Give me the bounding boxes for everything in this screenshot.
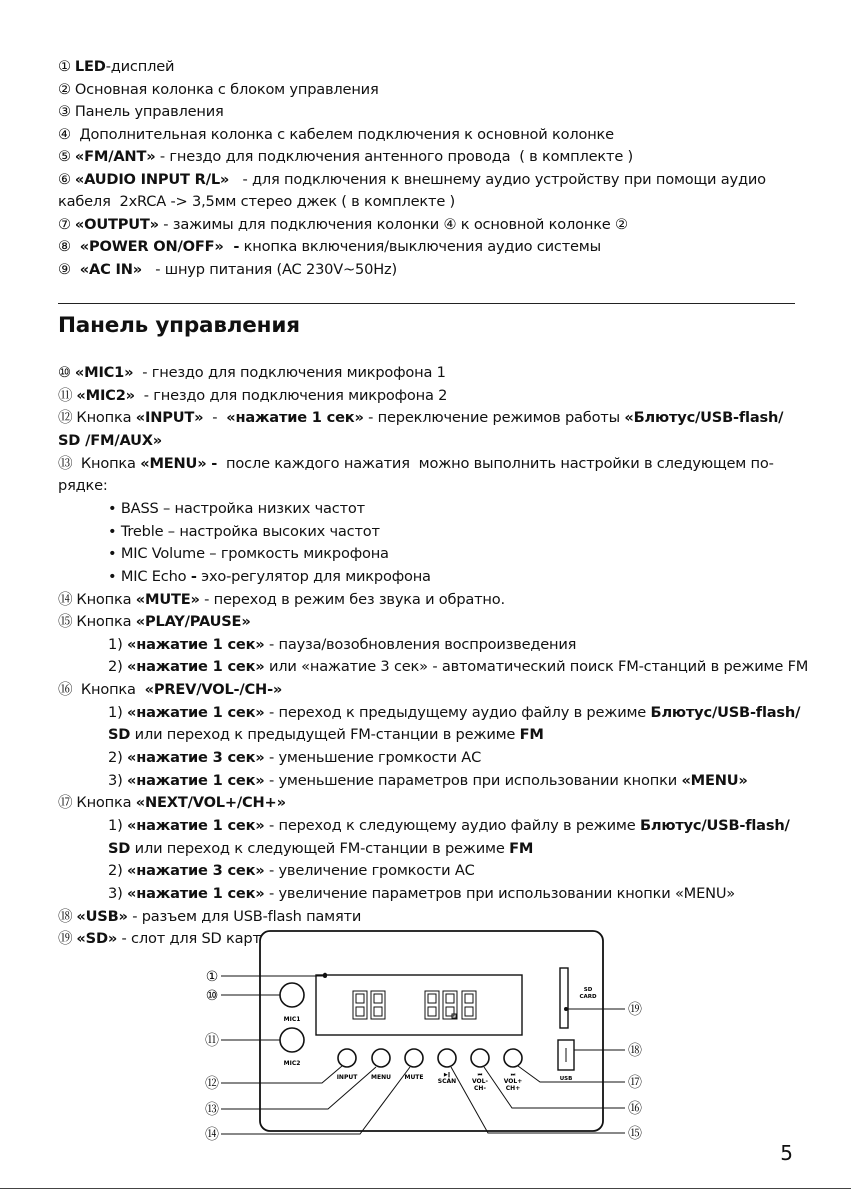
- callout-18: ⑱: [628, 1043, 642, 1059]
- item-number: ⑪: [58, 386, 73, 404]
- mic1-label: MIC1: [283, 1016, 301, 1023]
- callout-16: ⑯: [628, 1101, 642, 1117]
- text-span: кабеля 2xRCA -> 3,5мм стерео джек ( в комплекте ): [58, 193, 456, 210]
- text-line: [58, 475, 108, 497]
- callout-11: ⑪: [205, 1033, 219, 1049]
- bold-text: «AUDIO INPUT R/L»: [74, 170, 230, 188]
- item-number: ⑤: [58, 148, 71, 165]
- text-span: Кнопка: [76, 590, 136, 608]
- text-span: Дополнительная колонка с кабелем подключения к основной колонке: [74, 125, 614, 143]
- text-span: - гнездо для подключения антенного провода ( в комплекте ): [155, 148, 634, 165]
- bold-text: «POWER ON/OFF» -: [74, 238, 240, 255]
- text-line: [58, 259, 397, 281]
- text-line: [108, 770, 748, 792]
- scan-label: SCAN: [437, 1078, 457, 1085]
- bold-text: «MIC1»: [74, 364, 134, 381]
- text-span: - гнездо для подключения микрофона 2: [134, 386, 448, 404]
- text-span: - шнур питания (AC 230V~50Hz): [141, 260, 397, 278]
- bold-text: «INPUT»: [135, 409, 204, 427]
- text-line: [108, 702, 800, 724]
- bold-text: SD /FM/AUX»: [58, 431, 163, 449]
- callout-19: ⑲: [628, 1002, 642, 1018]
- bold-text: «нажатие 1 сек»: [127, 817, 265, 834]
- text-line: [58, 191, 455, 213]
- text-line: [108, 883, 735, 905]
- text-line: [58, 589, 505, 611]
- text-span: кнопка включения/выключения аудио системы: [239, 238, 601, 255]
- text-span: 1): [108, 635, 128, 653]
- card-label: CARD: [579, 994, 597, 1000]
- item-number: ⑥: [58, 170, 71, 188]
- bold-text: «нажатие 1 сек»: [226, 409, 364, 427]
- text-span: 3): [108, 884, 128, 902]
- item-number: ⑧: [58, 238, 71, 255]
- mic1-jack: [280, 983, 304, 1007]
- text-span: Кнопка: [76, 409, 136, 427]
- mute-label: MUTE: [404, 1074, 424, 1081]
- text-span: - зажимы для подключения колонки ④ к основной колонке ②: [158, 215, 628, 233]
- text-span: -: [203, 409, 227, 427]
- next-button: [504, 1049, 522, 1067]
- bold-text: «нажатие 1 сек»: [127, 771, 265, 789]
- bold-text: «нажатие 1 сек»: [127, 658, 265, 676]
- text-span: после каждого нажатия можно выполнить настройки в следующем по-: [217, 454, 774, 472]
- text-span: - гнездо для подключения микрофона 1: [133, 364, 446, 381]
- callout-14: ⑭: [205, 1127, 219, 1143]
- text-span: Кнопка: [76, 613, 136, 631]
- text-line: [108, 521, 380, 543]
- vol-minus-label: VOL-: [472, 1078, 488, 1085]
- text-line: [58, 611, 251, 633]
- bold-text: FM: [519, 726, 544, 744]
- bold-text: «Блютус/USB-flash/: [624, 409, 784, 427]
- callout-10: ⑩: [205, 988, 219, 1004]
- bold-text: «SD»: [76, 930, 118, 948]
- text-line: [58, 385, 447, 407]
- bold-text: FM: [509, 839, 534, 857]
- ch-plus-label: CH+: [505, 1085, 521, 1092]
- text-span: рядке:: [58, 477, 108, 495]
- item-number: ⑯: [58, 681, 73, 699]
- text-line: [108, 838, 533, 860]
- text-span: или переход к следующей FM-станции в режиме: [130, 839, 510, 857]
- prev-button: [471, 1049, 489, 1067]
- text-span: • BASS – настройка низких частот: [108, 499, 365, 517]
- bold-text: «нажатие 1 сек»: [127, 635, 265, 653]
- text-line: [58, 792, 286, 814]
- text-span: Кнопка: [76, 454, 141, 472]
- bold-text: SD: [108, 839, 131, 857]
- bold-text: «OUTPUT»: [74, 215, 159, 233]
- callout-1: ①: [205, 969, 219, 985]
- bold-text: «MENU» -: [140, 454, 218, 472]
- item-number: ⑱: [58, 907, 73, 925]
- text-line: [58, 101, 224, 123]
- bold-text: «PREV/VOL-/CH-»: [144, 681, 283, 699]
- mic2-label: MIC2: [283, 1060, 301, 1067]
- item-number: ④: [58, 125, 71, 143]
- sd-slot: [560, 968, 568, 1028]
- text-line: [108, 656, 808, 678]
- text-span: - переход в режим без звука и обратно.: [199, 590, 505, 608]
- vol-plus-label: VOL+: [503, 1078, 523, 1085]
- mute-button: [405, 1049, 423, 1067]
- bold-text: «нажатие 1 сек»: [127, 884, 265, 902]
- item-number: ⑮: [58, 613, 73, 631]
- bold-text: «PLAY/PAUSE»: [135, 613, 251, 631]
- mic2-jack: [280, 1028, 304, 1052]
- item-number: ⑫: [58, 409, 73, 427]
- item-number: ⑨: [58, 260, 71, 278]
- bold-text: Блютус/USB-flash/: [650, 703, 801, 721]
- item-number: ⑬: [58, 454, 73, 472]
- bold-text: «AC IN»: [74, 260, 142, 278]
- item-number: ⑲: [58, 930, 73, 948]
- item-number: ⑭: [58, 590, 73, 608]
- text-line: [58, 146, 633, 168]
- text-span: • Treble – настройка высоких частот: [108, 522, 380, 540]
- text-line: [58, 124, 614, 146]
- bold-text: «MENU»: [681, 771, 748, 789]
- text-span: - уменьшение громкости АС: [264, 749, 482, 767]
- page-number: 5: [780, 1141, 793, 1165]
- control-panel-diagram: [195, 925, 655, 1155]
- text-span: Основная колонка с блоком управления: [74, 80, 379, 98]
- text-line: [108, 634, 576, 656]
- section-title: Панель управления: [58, 313, 300, 338]
- text-span: • MIC Volume – громкость микрофона: [108, 545, 389, 563]
- text-span: или «нажатие 3 сек» - автоматический поиск FM-станций в режиме FM: [264, 658, 809, 676]
- text-line: [108, 498, 365, 520]
- text-line: [108, 543, 389, 565]
- item-number: ①: [58, 58, 71, 75]
- bold-text: «FM/ANT»: [74, 148, 156, 165]
- text-span: Панель управления: [74, 103, 224, 120]
- text-span: - переход к предыдущему аудио файлу в режиме: [264, 703, 651, 721]
- text-span: 2): [108, 749, 128, 767]
- text-span: - слот для SD карт: [117, 930, 261, 948]
- panel-outline: [260, 931, 603, 1131]
- bold-text: «NEXT/VOL+/CH+»: [135, 794, 286, 812]
- input-label: INPUT: [336, 1074, 358, 1081]
- prev-icon: ⏮: [477, 1072, 483, 1078]
- bold-text: LED: [74, 58, 106, 75]
- text-line: [108, 747, 481, 769]
- bold-text: «нажатие 1 сек»: [127, 703, 265, 721]
- menu-label: MENU: [371, 1074, 391, 1081]
- menu-button: [372, 1049, 390, 1067]
- item-number: ⑩: [58, 364, 71, 381]
- section-divider: [58, 303, 795, 304]
- led-display: [316, 975, 522, 1035]
- text-line: [58, 430, 162, 452]
- callout-12: ⑫: [205, 1076, 219, 1092]
- usb-label: USB: [559, 1076, 573, 1082]
- callout-15: ⑮: [628, 1126, 642, 1142]
- text-line: [58, 453, 774, 475]
- text-line: [58, 679, 282, 701]
- text-span: - уменьшение параметров при использовании кнопки: [264, 771, 682, 789]
- text-line: [58, 79, 379, 101]
- text-line: [58, 362, 446, 384]
- input-button: [338, 1049, 356, 1067]
- text-line: [108, 815, 790, 837]
- text-line: [58, 214, 628, 236]
- text-span: - пауза/возобновления воспроизведения: [264, 635, 577, 653]
- bold-text: «нажатие 3 сек»: [127, 749, 265, 767]
- text-line: [58, 407, 783, 429]
- item-number: ②: [58, 80, 71, 98]
- text-span: 1): [108, 703, 128, 721]
- text-span: - увеличение громкости АС: [264, 862, 475, 880]
- text-span: • MIC Echo: [108, 567, 191, 585]
- led-digits: [353, 991, 476, 1019]
- text-line: [58, 56, 174, 78]
- bold-text: «MUTE»: [135, 590, 200, 608]
- text-span: - для подключения к внешнему аудио устройству при помощи аудио: [229, 170, 766, 188]
- next-icon: ⏭: [510, 1072, 516, 1078]
- text-span: 2): [108, 862, 128, 880]
- text-span: 1): [108, 817, 128, 834]
- ch-minus-label: CH-: [474, 1085, 486, 1092]
- bold-text: «USB»: [76, 907, 128, 925]
- text-line: [108, 566, 431, 588]
- text-span: эхо-регулятор для микрофона: [196, 567, 431, 585]
- item-number: ③: [58, 103, 71, 120]
- bottom-rule: [0, 1188, 851, 1189]
- text-span: - переключение режимов работы: [363, 409, 625, 427]
- item-number: ⑰: [58, 794, 73, 812]
- bold-text: -: [190, 567, 197, 585]
- text-span: Кнопка: [76, 681, 145, 699]
- bold-text: «MIC2»: [76, 386, 135, 404]
- text-line: [108, 724, 544, 746]
- callout-17: ⑰: [628, 1075, 642, 1091]
- text-span: - разъем для USB-flash памяти: [127, 907, 362, 925]
- bold-text: «нажатие 3 сек»: [127, 862, 265, 880]
- bold-text: SD: [108, 726, 131, 744]
- text-span: 2): [108, 658, 128, 676]
- text-span: или переход к предыдущей FM-станции в режиме: [130, 726, 520, 744]
- text-span: 3): [108, 771, 128, 789]
- text-span: - увеличение параметров при использовании кнопки «MENU»: [264, 884, 736, 902]
- text-line: [58, 236, 601, 258]
- bold-text: Блютус/USB-flash/: [639, 817, 790, 834]
- sd-label: SD: [583, 987, 593, 993]
- text-span: - переход к следующему аудио файлу в режиме: [264, 817, 640, 834]
- item-number: ⑦: [58, 215, 71, 233]
- play-pause-icon: ▶‖: [443, 1072, 451, 1078]
- text-line: [58, 169, 766, 191]
- text-span: Кнопка: [76, 794, 136, 812]
- play-pause-button: [438, 1049, 456, 1067]
- callout-13: ⑬: [205, 1102, 219, 1118]
- text-span: -дисплей: [105, 58, 175, 75]
- text-line: [108, 860, 475, 882]
